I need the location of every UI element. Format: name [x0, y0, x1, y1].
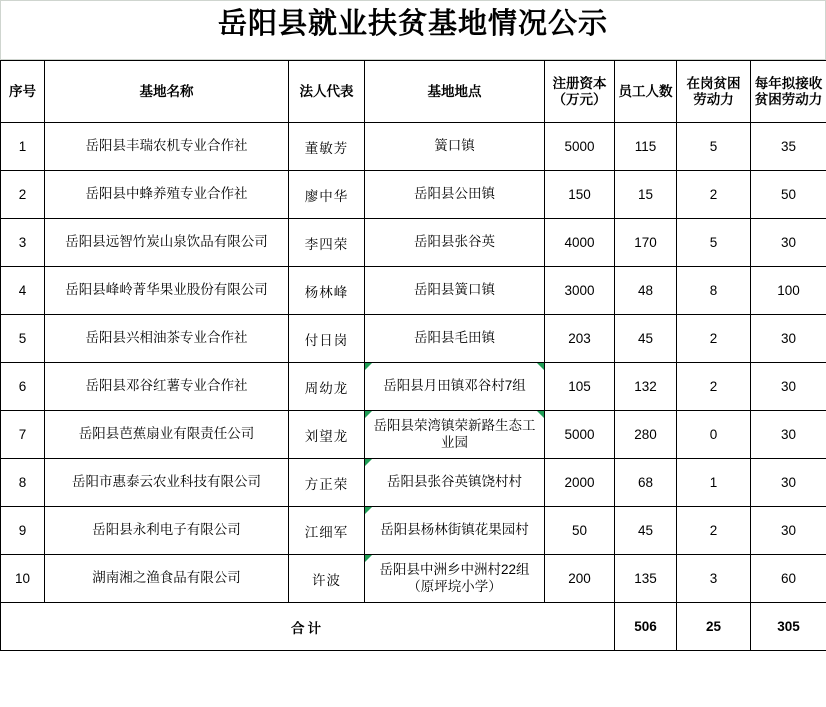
- cell-capital: 203: [545, 315, 615, 363]
- table-body: [1, 123, 826, 651]
- cell-legal: 周幼龙: [289, 363, 365, 411]
- cell-seq: 8: [1, 459, 45, 507]
- cell-seq: 1: [1, 123, 45, 171]
- total-employees: 506: [615, 603, 677, 651]
- table-total-row: [1, 603, 826, 651]
- cell-legal: 李四荣: [289, 219, 365, 267]
- column-header-capital: 注册资本（万元）: [545, 61, 615, 123]
- cell-address: 岳阳县杨林街镇花果园村: [365, 507, 545, 555]
- cell-name: 岳阳县永利电子有限公司: [45, 507, 289, 555]
- cell-address: 簧口镇: [365, 123, 545, 171]
- column-header-employees: 员工人数: [615, 61, 677, 123]
- cell-seq: 9: [1, 507, 45, 555]
- cell-legal: 许波: [289, 555, 365, 603]
- cell-employees: 135: [615, 555, 677, 603]
- cell-legal: 董敏芳: [289, 123, 365, 171]
- cell-poor-onsite: 0: [677, 411, 751, 459]
- cell-capital: 5000: [545, 411, 615, 459]
- table-row: [1, 171, 826, 219]
- cell-employees: 280: [615, 411, 677, 459]
- page-title: 岳阳县就业扶贫基地情况公示: [217, 6, 608, 40]
- cell-name: 岳阳县兴相油茶专业合作社: [45, 315, 289, 363]
- cell-poor-onsite: 3: [677, 555, 751, 603]
- cell-employees: 15: [615, 171, 677, 219]
- cell-employees: 170: [615, 219, 677, 267]
- table-row: [1, 363, 826, 411]
- cell-address: 岳阳县荣湾镇荣新路生态工业园: [365, 411, 545, 459]
- cell-poor-onsite: 5: [677, 123, 751, 171]
- cell-capital: 3000: [545, 267, 615, 315]
- cell-poor-onsite: 2: [677, 363, 751, 411]
- table-row: [1, 219, 826, 267]
- total-poor-onsite: 25: [677, 603, 751, 651]
- cell-planned: 30: [751, 411, 826, 459]
- table-row: [1, 555, 826, 603]
- cell-name: 岳阳县芭蕉扇业有限责任公司: [45, 411, 289, 459]
- cell-address: 岳阳县中洲乡中洲村22组（原坪垸小学）: [365, 555, 545, 603]
- cell-capital: 150: [545, 171, 615, 219]
- cell-planned: 60: [751, 555, 826, 603]
- cell-capital: 105: [545, 363, 615, 411]
- cell-employees: 45: [615, 507, 677, 555]
- cell-legal: 付日岗: [289, 315, 365, 363]
- table-header: [1, 61, 826, 123]
- cell-planned: 35: [751, 123, 826, 171]
- table-row: [1, 507, 826, 555]
- cell-planned: 100: [751, 267, 826, 315]
- data-table: [0, 60, 826, 651]
- cell-employees: 48: [615, 267, 677, 315]
- cell-planned: 30: [751, 219, 826, 267]
- cell-name: 岳阳县邓谷红薯专业合作社: [45, 363, 289, 411]
- cell-legal: 杨林峰: [289, 267, 365, 315]
- cell-poor-onsite: 1: [677, 459, 751, 507]
- cell-capital: 5000: [545, 123, 615, 171]
- table-row: [1, 459, 826, 507]
- cell-seq: 7: [1, 411, 45, 459]
- column-header-address: 基地地点: [365, 61, 545, 123]
- cell-capital: 50: [545, 507, 615, 555]
- cell-employees: 132: [615, 363, 677, 411]
- cell-planned: 30: [751, 507, 826, 555]
- total-label: 合计: [1, 603, 615, 651]
- cell-legal: 江细军: [289, 507, 365, 555]
- cell-planned: 30: [751, 315, 826, 363]
- cell-legal: 方正荣: [289, 459, 365, 507]
- column-header-name: 基地名称: [45, 61, 289, 123]
- table-row: [1, 123, 826, 171]
- cell-seq: 5: [1, 315, 45, 363]
- cell-seq: 3: [1, 219, 45, 267]
- cell-address: 岳阳县张谷英: [365, 219, 545, 267]
- cell-name: 岳阳县远智竹炭山泉饮品有限公司: [45, 219, 289, 267]
- cell-name: 岳阳县丰瑞农机专业合作社: [45, 123, 289, 171]
- cell-employees: 68: [615, 459, 677, 507]
- cell-capital: 2000: [545, 459, 615, 507]
- cell-capital: 4000: [545, 219, 615, 267]
- cell-legal: 廖中华: [289, 171, 365, 219]
- cell-poor-onsite: 5: [677, 219, 751, 267]
- table-row: [1, 267, 826, 315]
- cell-employees: 115: [615, 123, 677, 171]
- cell-employees: 45: [615, 315, 677, 363]
- cell-poor-onsite: 8: [677, 267, 751, 315]
- cell-planned: 50: [751, 171, 826, 219]
- table-header-row: [1, 61, 826, 123]
- document-title-row: [0, 0, 826, 46]
- column-header-poor-onsite: 在岗贫困劳动力: [677, 61, 751, 123]
- cell-name: 岳阳县峰岭菁华果业股份有限公司: [45, 267, 289, 315]
- cell-capital: 200: [545, 555, 615, 603]
- cell-name: 岳阳县中蜂养殖专业合作社: [45, 171, 289, 219]
- column-header-seq: 序号: [1, 61, 45, 123]
- column-header-legal: 法人代表: [289, 61, 365, 123]
- title-spacer-row: [0, 46, 826, 60]
- cell-seq: 4: [1, 267, 45, 315]
- cell-planned: 30: [751, 363, 826, 411]
- cell-name: 湖南湘之渔食品有限公司: [45, 555, 289, 603]
- cell-address: 岳阳县毛田镇: [365, 315, 545, 363]
- cell-legal: 刘望龙: [289, 411, 365, 459]
- table-row: [1, 315, 826, 363]
- cell-poor-onsite: 2: [677, 315, 751, 363]
- cell-seq: 10: [1, 555, 45, 603]
- cell-poor-onsite: 2: [677, 171, 751, 219]
- cell-address: 岳阳县簧口镇: [365, 267, 545, 315]
- total-planned: 305: [751, 603, 826, 651]
- cell-address: 岳阳县公田镇: [365, 171, 545, 219]
- cell-seq: 6: [1, 363, 45, 411]
- cell-address: 岳阳县张谷英镇饶村村: [365, 459, 545, 507]
- column-header-planned: 每年拟接收贫困劳动力: [751, 61, 826, 123]
- table-row: [1, 411, 826, 459]
- cell-poor-onsite: 2: [677, 507, 751, 555]
- cell-planned: 30: [751, 459, 826, 507]
- cell-name: 岳阳市惠泰云农业科技有限公司: [45, 459, 289, 507]
- cell-seq: 2: [1, 171, 45, 219]
- cell-address: 岳阳县月田镇邓谷村7组: [365, 363, 545, 411]
